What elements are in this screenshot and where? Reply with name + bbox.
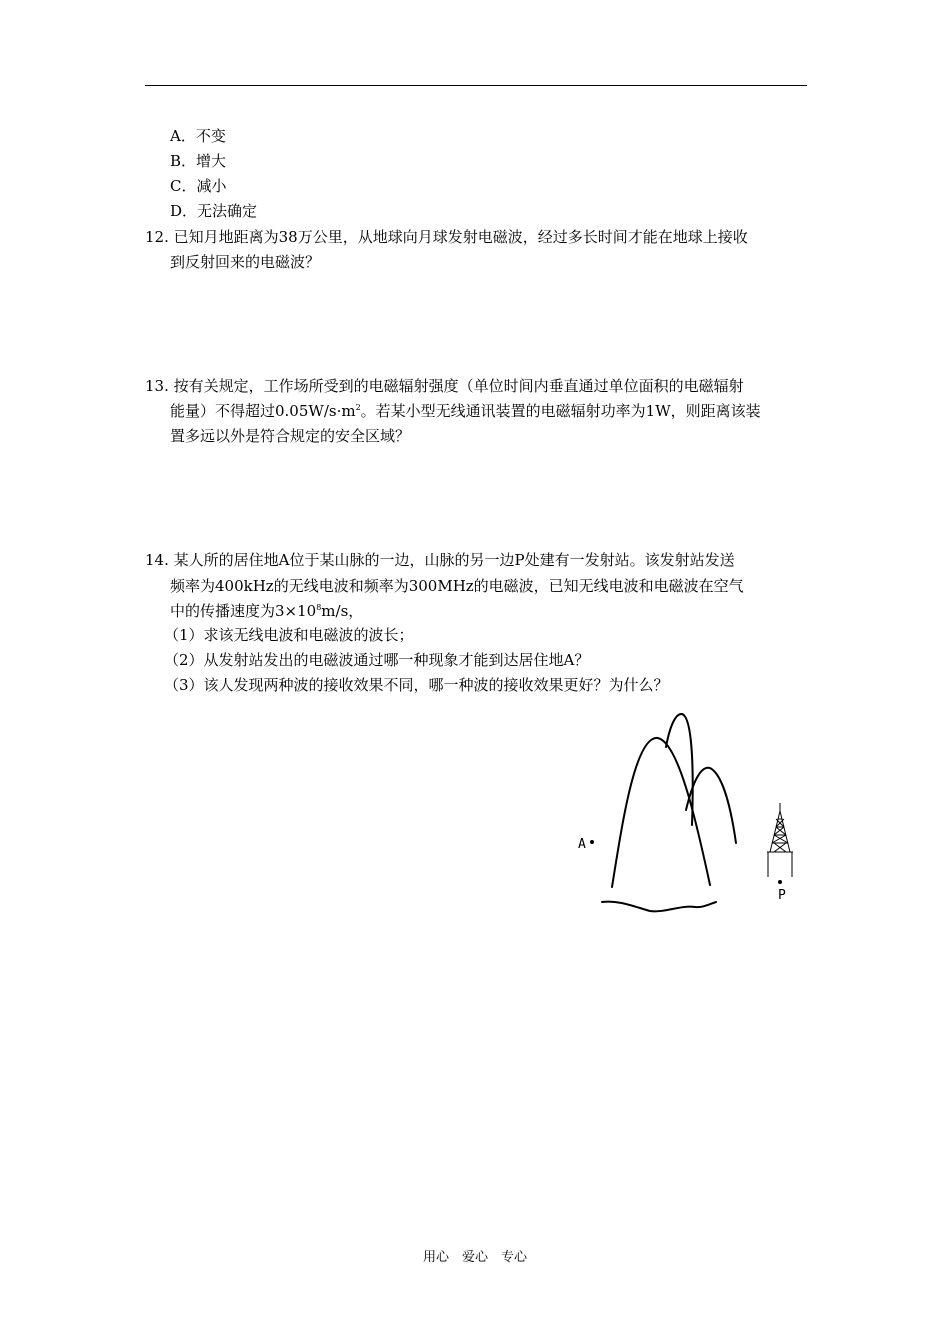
question-number: 14. (145, 551, 169, 569)
tower-icon (767, 803, 793, 877)
question-14-sub-2: （2）从发射站发出的电磁波通过哪一种现象才能到达居住地A？ (164, 651, 590, 669)
ground-line (602, 902, 716, 912)
question-13-line-3: 置多远以外是符合规定的安全区域？ (170, 427, 411, 445)
question-14-line-3: 中的传播速度为$3\times 10^8m/s$， (170, 602, 364, 620)
header-rule (145, 85, 807, 86)
mountain-figure (570, 705, 810, 930)
point-p-label: P (778, 888, 786, 903)
option-d: D．无法确定 (170, 202, 258, 220)
question-14-line-1: 14. 某人所的居住地A位于某山脉的一边，山脉的另一边P处建有一发射站。该发射站发送 (145, 551, 735, 569)
point-a-label: A (578, 837, 586, 852)
question-14-line-2: 频率为400kHz的无线电波和频率为300MHz的电磁波，已知无线电波和电磁波在空气 (170, 577, 744, 595)
question-13-line-2: 能量）不得超过$0.05W/s\cdot m^2$。若某小型无线通讯装置的电磁辐射功率为1W，则距离该装 (170, 402, 761, 420)
question-14-sub-3: （3）该人发现两种波的接收效果不同，哪一种波的接收效果更好？为什么？ (164, 676, 669, 694)
question-14-sub-1: （1）求该无线电波和电磁波的波长； (164, 626, 414, 644)
option-b: B．增大 (170, 152, 227, 170)
point-p-dot (778, 880, 782, 884)
mountain-peak-left (612, 738, 710, 887)
mountain-diagram (570, 705, 810, 930)
question-number: 12. (145, 228, 169, 246)
question-number: 13. (145, 377, 169, 395)
question-12-line-1: 12. 已知月地距离为38万公里，从地球向月球发射电磁波，经过多长时间才能在地球上接收 (145, 228, 748, 246)
option-a: A．不变 (170, 127, 226, 145)
point-a-dot (590, 840, 594, 844)
question-13-line-1: 13. 按有关规定，工作场所受到的电磁辐射强度（单位时间内垂直通过单位面积的电磁辐射 (145, 377, 744, 395)
page-footer: 用心 爱心 专心 (422, 1250, 527, 1265)
question-12-line-2: 到反射回来的电磁波？ (170, 253, 321, 271)
option-c: C．减小 (170, 177, 227, 195)
